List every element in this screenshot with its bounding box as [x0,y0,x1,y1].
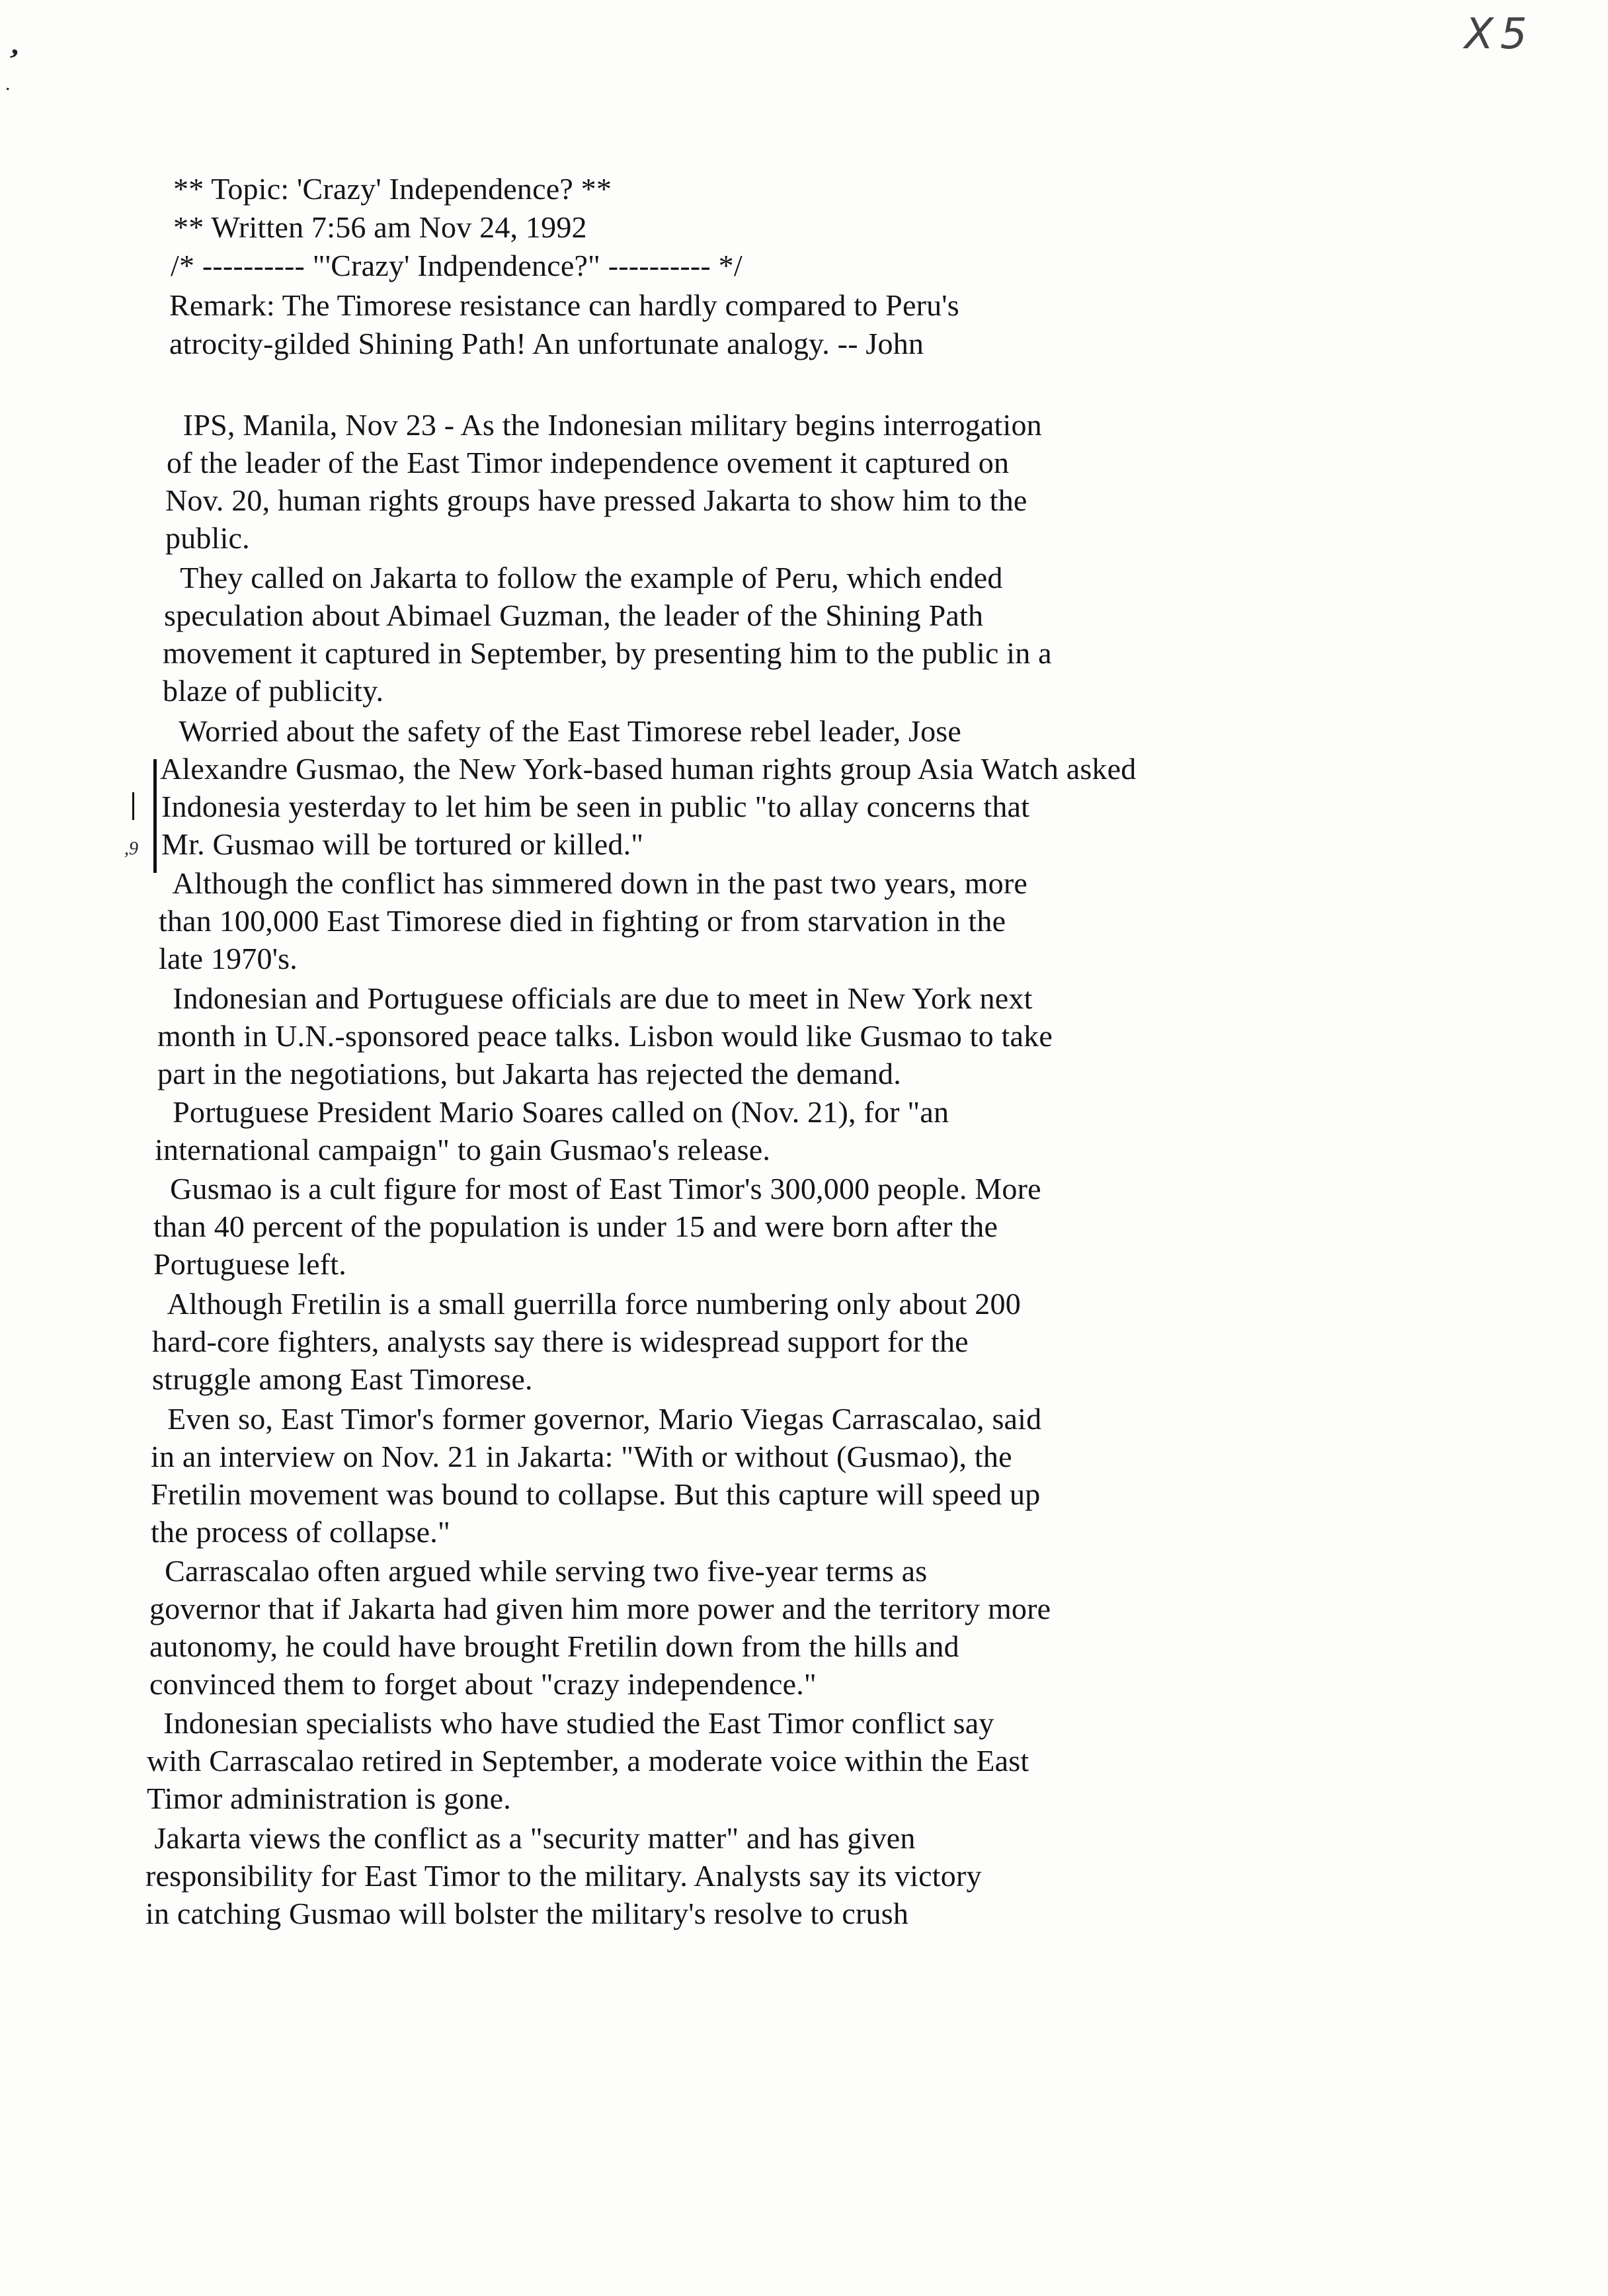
body-line: than 100,000 East Timorese died in fighting or from starvation in the [159,904,1006,938]
body-line: Jakarta views the conflict as a "security matter" and has given [139,1821,916,1855]
corner-handwritten-note: X5 [1465,10,1534,59]
body-line: than 40 percent of the population is under 15 and were born after the [153,1210,998,1243]
body-line: Mr. Gusmao will be tortured or killed." [161,827,644,861]
body-line: Portuguese left. [153,1247,346,1281]
body-line: Although Fretilin is a small guerrilla force numbering only about 200 [145,1287,1021,1321]
body-line: Even so, East Timor's former governor, Mario Viegas Carrascalao, said [144,1402,1042,1436]
body-line: with Carrascalao retired in September, a moderate voice within the East [147,1744,1029,1778]
body-line: late 1970's. [159,942,298,975]
body-line: convinced them to forget about "crazy independence." [149,1667,817,1701]
body-line: speculation about Abimael Guzman, the leader of the Shining Path [164,598,984,632]
body-line: governor that if Jakarta had given him more power and the territory more [149,1592,1051,1625]
body-line: blaze of publicity. [163,674,384,708]
body-line: the process of collapse." [151,1515,450,1549]
topic-line: ** Topic: 'Crazy' Independence? ** [173,172,612,206]
body-line: Fretilin movement was bound to collapse. But this capture will speed up [151,1477,1041,1511]
body-line: in an interview on Nov. 21 in Jakarta: "With or without (Gusmao), the [151,1440,1012,1473]
body-line: hard-core fighters, analysts say there is widespread support for the [152,1325,969,1358]
body-line: struggle among East Timorese. [152,1362,533,1396]
margin-scribble: ,9 [124,839,138,859]
body-line: Worried about the safety of the East Timorese rebel leader, Jose [156,714,962,748]
remark-line-1: Remark: The Timorese resistance can hardly compared to Peru's [169,288,959,322]
body-line: of the leader of the East Timor independence ovement it captured on [167,446,1010,479]
divider-line: /* ---------- "'Crazy' Indpendence?" ---------- */ [171,249,743,282]
body-line: Nov. 20, human rights groups have pressed Jakarta to show him to the [165,483,1027,517]
body-line: month in U.N.-sponsored peace talks. Lisbon would like Gusmao to take [157,1019,1053,1053]
body-line: responsibility for East Timor to the military. Analysts say its victory [145,1859,982,1893]
body-line: They called on Jakarta to follow the example of Peru, which ended [157,561,1003,594]
body-line: movement it captured in September, by presenting him to the public in a [163,636,1052,670]
stray-mark-top-left: , [9,26,25,62]
body-line: public. [165,521,250,555]
written-line: ** Written 7:56 am Nov 24, 1992 [173,210,587,244]
body-line: Indonesian and Portuguese officials are due to meet in New York next [149,981,1033,1015]
body-line: Timor administration is gone. [147,1782,511,1815]
body-line: Portuguese President Mario Soares called on (Nov. 21), for "an [149,1095,949,1129]
body-line: autonomy, he could have brought Fretilin down from the hills and [149,1629,959,1663]
body-line: international campaign" to gain Gusmao's release. [155,1133,771,1167]
body-line: Gusmao is a cult figure for most of East Timor's 300,000 people. More [147,1172,1041,1206]
body-line: Although the conflict has simmered down in the past two years, more [151,866,1028,900]
body-line: in catching Gusmao will bolster the military's resolve to crush [145,1897,909,1930]
body-line: Carrascalao often argued while serving two five-year terms as [141,1554,928,1588]
body-line: Alexandre Gusmao, the New York-based human rights group Asia Watch asked [160,752,1137,786]
margin-bracket [153,759,157,873]
margin-tick [132,792,134,820]
remark-line-2: atrocity-gilded Shining Path! An unfortunate analogy. -- John [169,327,924,360]
body-line: IPS, Manila, Nov 23 - As the Indonesian military begins interrogation [152,408,1042,442]
body-line: Indonesian specialists who have studied the East Timor conflict say [140,1706,994,1740]
stray-dot-top-left: . [5,73,11,95]
body-line: part in the negotiations, but Jakarta has rejected the demand. [157,1057,901,1090]
body-line: Indonesia yesterday to let him be seen in public "to allay concerns that [161,790,1030,823]
